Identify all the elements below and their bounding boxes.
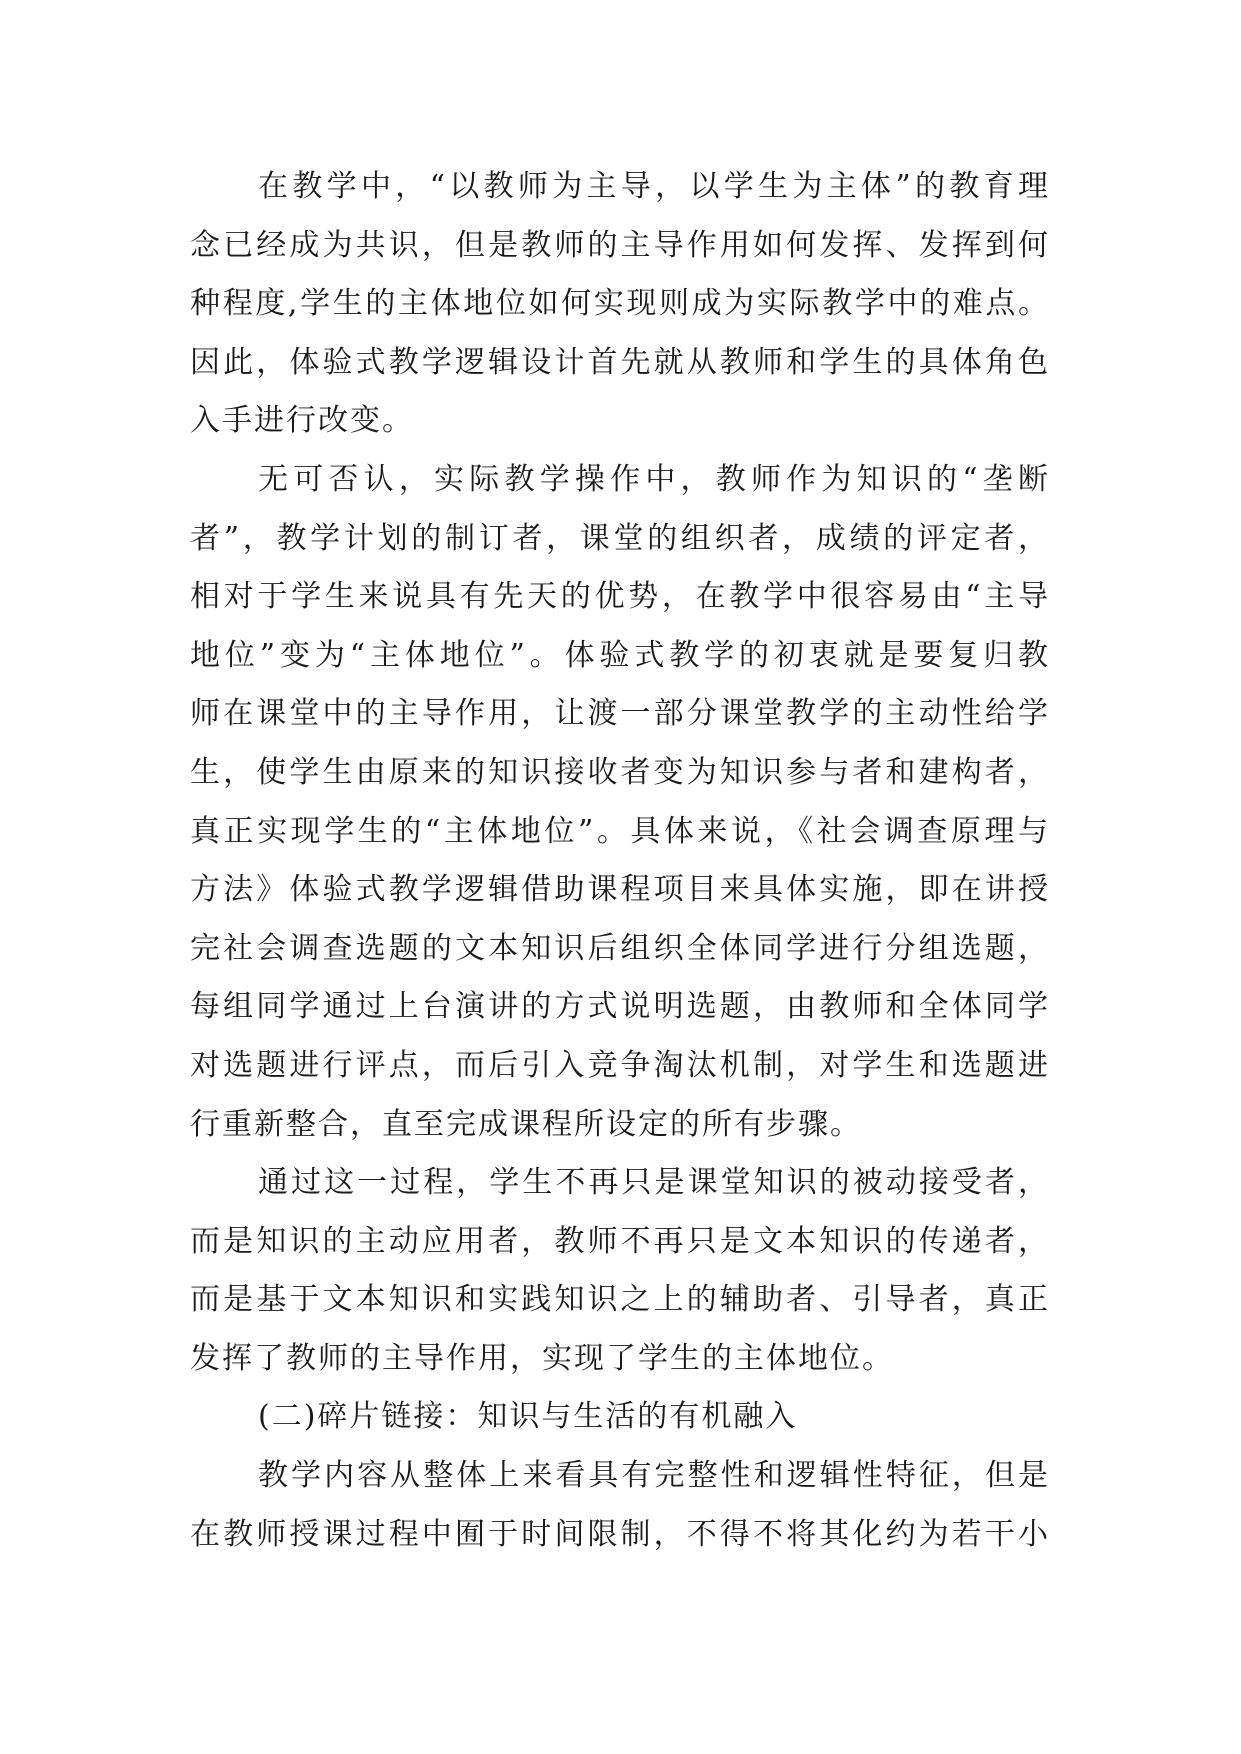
text-line: 因此，体验式教学逻辑设计首先就从教师和学生的具体角色 [190,344,1050,380]
text-line: 通过这一过程，学生不再只是课堂知识的被动接受者， [258,1165,1050,1201]
paragraph-teacher-dominance [190,451,1050,1154]
text-line: 无可否认，实际教学操作中，教师作为知识的“垄断 [258,461,1050,497]
text-line: 相对于学生来说具有先天的优势，在教学中很容易由“主导 [190,579,1050,615]
text-line: 生，使学生由原来的知识接收者变为知识参与者和建构者， [190,754,1050,790]
text-line: 种程度,学生的主体地位如何实现则成为实际教学中的难点。 [190,286,1050,322]
text-line: 完社会调查选题的文本知识后组织全体同学进行分组选题， [190,930,1050,966]
text-line: 念已经成为共识，但是教师的主导作用如何发挥、发挥到何 [190,227,1050,263]
paragraph-content-fragmentation [190,1447,1050,1564]
text-line: 每组同学通过上台演讲的方式说明选题，由教师和全体同学 [190,989,1050,1025]
text-line: 而是知识的主动应用者，教师不再只是文本知识的传递者， [190,1223,1050,1259]
text-line: 者”，教学计划的制订者，课堂的组织者，成绩的评定者， [190,520,1050,556]
text-line: 在教学中，“以教师为主导，以学生为主体”的教育理 [258,169,1050,204]
section-heading [190,1388,1050,1447]
body-text [190,158,1050,1564]
text-line: 发挥了教师的主导作用，实现了学生的主体地位。 [190,1340,894,1376]
text-line: 而是基于文本知识和实践知识之上的辅助者、引导者，真正 [190,1282,1050,1318]
text-line: 真正实现学生的“主体地位”。具体来说，《社会调查原理与 [190,813,1050,849]
section-heading-text: (二)碎片链接：知识与生活的有机融入 [258,1399,798,1435]
paragraph-teacher-student-roles [190,158,1050,451]
paragraph-process-outcome [190,1154,1050,1388]
text-line: 入手进行改变。 [190,403,414,439]
text-line: 地位”变为“主体地位”。体验式教学的初衷就是要复归教 [190,637,1050,673]
text-line: 在教师授课过程中囿于时间限制，不得不将其化约为若干小 [190,1516,1050,1552]
text-line: 师在课堂中的主导作用，让渡一部分课堂教学的主动性给学 [190,696,1050,732]
text-line: 对选题进行评点，而后引入竞争淘汰机制，对学生和选题进 [190,1047,1050,1083]
text-line: 教学内容从整体上来看具有完整性和逻辑性特征，但是 [258,1458,1050,1494]
text-line: 行重新整合，直至完成课程所设定的所有步骤。 [190,1106,862,1142]
text-line: 方法》体验式教学逻辑借助课程项目来具体实施，即在讲授 [190,872,1050,908]
